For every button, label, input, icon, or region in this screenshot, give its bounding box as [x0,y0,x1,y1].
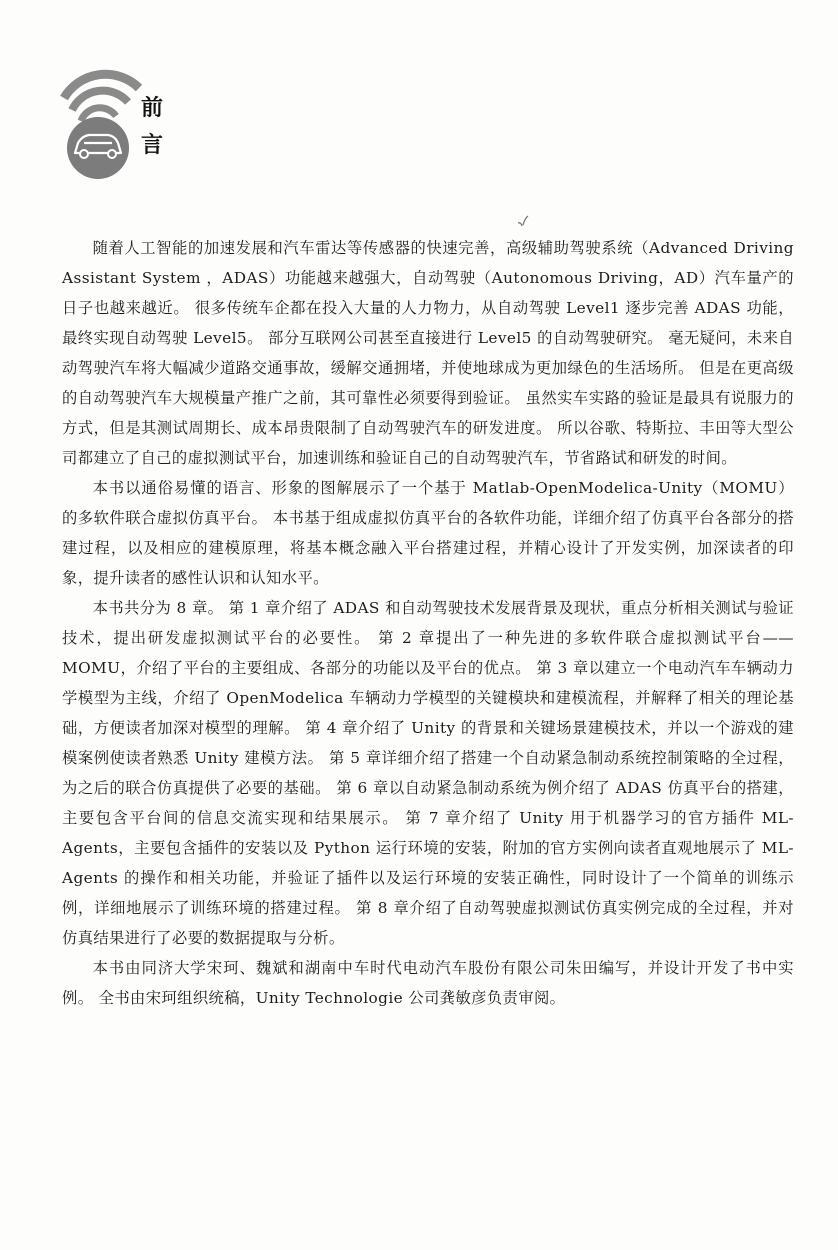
page-title-char-1: 前 [141,96,164,121]
preface-body [62,233,794,1013]
ink-mark-icon [515,213,531,229]
paragraph-chapters: 本书共分为 8 章。 第 1 章介绍了 ADAS 和自动驾驶技术发展背景及现状，重点分析相关测试与验证技术，提出研发虚拟测试平台的必要性。 第 2 章提出了一种先进的多软件联合虚拟测试平台——MOMU，介绍了平台的主要组成、各部分的功能以及平台的优点。 第 3 章以建立一个电动汽车车辆动力学模型为主线，介绍了 OpenModelica 车辆动力学模型的关键模块和建模流程，并解释了相关的理论基础，方便读者加深对模型的理解。 第 4 章介绍了 Unity 的背景和关键场景建模技术，并以一个游戏的建模案例使读者熟悉 Unity 建模方法。 第 5 章详细介绍了搭建一个自动紧急制动系统控制策略的全过程，为之后的联合仿真提供了必要的基础。 第 6 章以自动紧急制动系统为例介绍了 ADAS 仿真平台的搭建，主要包含平台间的信息交流实现和结果展示。 第 7 章介绍了 Unity 用于机器学习的官方插件 ML-Agents，主要包含插件的安装以及 Python 运行环境的安装，附加的官方实例向读者直观地展示了 ML-Agents 的操作和相关功能，并验证了插件以及运行环境的安装正确性，同时设计了一个简单的训练示例，详细地展示了训练环境的搭建过程。 第 8 章介绍了自动驾驶虚拟测试仿真实例完成的全过程，并对仿真结果进行了必要的数据提取与分析。 [62,599,794,947]
paragraph-intro: 随着人工智能的加速发展和汽车雷达等传感器的快速完善，高级辅助驾驶系统（Advanced Driving Assistant System ，ADAS）功能越来越强大，自动驾驶（Autonomous Driving，AD）汽车量产的日子也越来越近。 很多传统车企都在投入大量的人力物力，从自动驾驶 Level1 逐步完善 ADAS 功能，最终实现自动驾驶 Level5。 部分互联网公司甚至直接进行 Level5 的自动驾驶研究。 毫无疑问，未来自动驾驶汽车将大幅减少道路交通事故，缓解交通拥堵，并使地球成为更加绿色的生活场所。 但是在更高级的自动驾驶汽车大规模量产推广之前，其可靠性必须要得到验证。 虽然实车实路的验证是最具有说服力的方式，但是其测试周期长、成本昂贵限制了自动驾驶汽车的研发进度。 所以谷歌、特斯拉、丰田等大型公司都建立了自己的虚拟测试平台，加速训练和验证自己的自动驾驶汽车，节省路试和研发的时间。 [62,239,794,467]
paragraph-authors: 本书由同济大学宋珂、魏斌和湖南中车时代电动汽车股份有限公司朱田编写，并设计开发了书中实例。 全书由宋珂组织统稿，Unity Technologie 公司龚敏彦负责审阅。 [62,959,794,1007]
paragraph-platform: 本书以通俗易懂的语言、形象的图解展示了一个基于 Matlab-OpenModelica-Unity（MOMU）的多软件联合虚拟仿真平台。 本书基于组成虚拟仿真平台的各软件功能，详细介绍了仿真平台各部分的搭建过程，以及相应的建模原理，将基本概念融入平台搭建过程，并精心设计了开发实例，加深读者的印象，提升读者的感性认识和认知水平。 [62,479,794,587]
page-title-char-2: 言 [141,133,164,158]
